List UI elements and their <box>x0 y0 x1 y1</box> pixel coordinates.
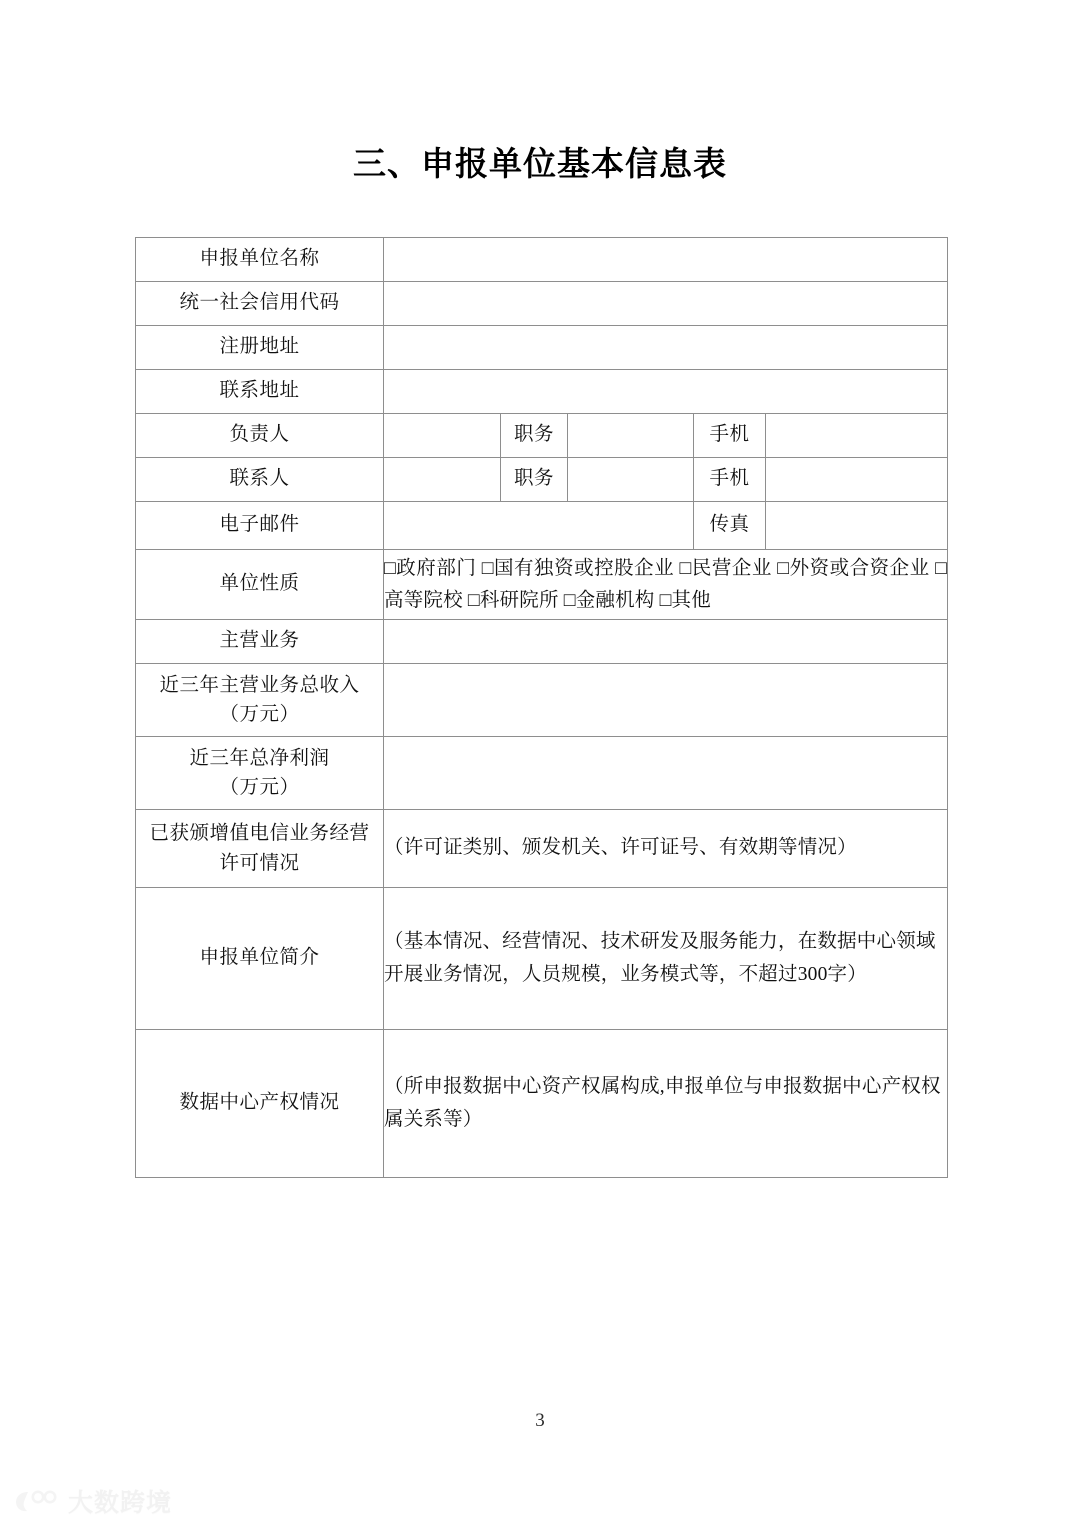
field-contact-person-position[interactable] <box>568 458 694 502</box>
applicant-basic-info-table <box>135 237 948 1178</box>
field-property-rights-hint[interactable]: （所申报数据中心资产权属构成,申报单位与申报数据中心产权权属关系等） <box>384 1030 948 1178</box>
field-credit-code[interactable] <box>384 282 948 326</box>
table-row-main-business <box>136 620 948 664</box>
label-applicant-profile: 申报单位简介 <box>136 888 384 1030</box>
label-telecom-license <box>136 810 384 888</box>
table-row-revenue-3y <box>136 664 948 737</box>
table-row-registered-address <box>136 326 948 370</box>
label-contact-person-mobile: 手机 <box>694 458 766 502</box>
label-principal-position: 职务 <box>501 414 568 458</box>
label-principal-mobile: 手机 <box>694 414 766 458</box>
field-email[interactable] <box>384 502 694 550</box>
table-row-contact-address <box>136 370 948 414</box>
field-principal-mobile[interactable] <box>766 414 948 458</box>
table-row-property-rights <box>136 1030 948 1178</box>
field-telecom-license-hint[interactable]: （许可证类别、颁发机关、许可证号、有效期等情况） <box>384 810 948 888</box>
field-contact-person-name[interactable] <box>384 458 501 502</box>
watermark <box>14 1483 172 1519</box>
table-row-principal <box>136 414 948 458</box>
field-contact-address[interactable] <box>384 370 948 414</box>
label-revenue-3y-line2: （万元） <box>219 704 300 725</box>
label-net-profit-3y-line2: （万元） <box>219 777 300 798</box>
label-telecom-license-line2: 许可情况 <box>219 852 300 874</box>
label-applicant-name: 申报单位名称 <box>136 238 384 282</box>
label-contact-address: 联系地址 <box>136 370 384 414</box>
table-row-applicant-name <box>136 238 948 282</box>
field-contact-person-mobile[interactable] <box>766 458 948 502</box>
label-telecom-license-line1: 已获颁增值电信业务经营 <box>149 823 370 845</box>
label-net-profit-3y-line1: 近三年总净利润 <box>189 747 330 769</box>
label-contact-person-position: 职务 <box>501 458 568 502</box>
label-net-profit-3y <box>136 737 384 810</box>
label-revenue-3y <box>136 664 384 737</box>
field-registered-address[interactable] <box>384 326 948 370</box>
label-credit-code: 统一社会信用代码 <box>136 282 384 326</box>
table-row-contact-person <box>136 458 948 502</box>
field-revenue-3y[interactable] <box>384 664 948 737</box>
label-main-business: 主营业务 <box>136 620 384 664</box>
table-row-email-fax <box>136 502 948 550</box>
page-number: 3 <box>535 1410 545 1431</box>
field-net-profit-3y[interactable] <box>384 737 948 810</box>
label-property-rights: 数据中心产权情况 <box>136 1030 384 1178</box>
watermark-text: 大数跨境 <box>68 1489 173 1517</box>
label-contact-person: 联系人 <box>136 458 384 502</box>
table-row-applicant-profile <box>136 888 948 1030</box>
field-principal-position[interactable] <box>568 414 694 458</box>
field-unit-nature-options[interactable]: □政府部门 □国有独资或控股企业 □民营企业 □外资或合资企业 □高等院校 □科研院所 □金融机构 □其他 <box>384 550 948 620</box>
label-email: 电子邮件 <box>136 502 384 550</box>
label-revenue-3y-line1: 近三年主营业务总收入 <box>159 674 360 696</box>
label-fax: 传真 <box>694 502 766 550</box>
field-fax[interactable] <box>766 502 948 550</box>
field-applicant-profile-hint[interactable]: （基本情况、经营情况、技术研发及服务能力，在数据中心领域开展业务情况，人员规模，业务模式等，不超过300字） <box>384 888 948 1030</box>
label-principal: 负责人 <box>136 414 384 458</box>
brand-logo-icon <box>14 1486 60 1516</box>
field-applicant-name[interactable] <box>384 238 948 282</box>
table-row-credit-code <box>136 282 948 326</box>
label-registered-address: 注册地址 <box>136 326 384 370</box>
field-main-business[interactable] <box>384 620 948 664</box>
page-title: 三、申报单位基本信息表 <box>353 145 727 182</box>
table-row-telecom-license <box>136 810 948 888</box>
field-principal-name[interactable] <box>384 414 501 458</box>
label-unit-nature: 单位性质 <box>136 550 384 620</box>
table-row-unit-nature <box>136 550 948 620</box>
table-row-net-profit-3y <box>136 737 948 810</box>
